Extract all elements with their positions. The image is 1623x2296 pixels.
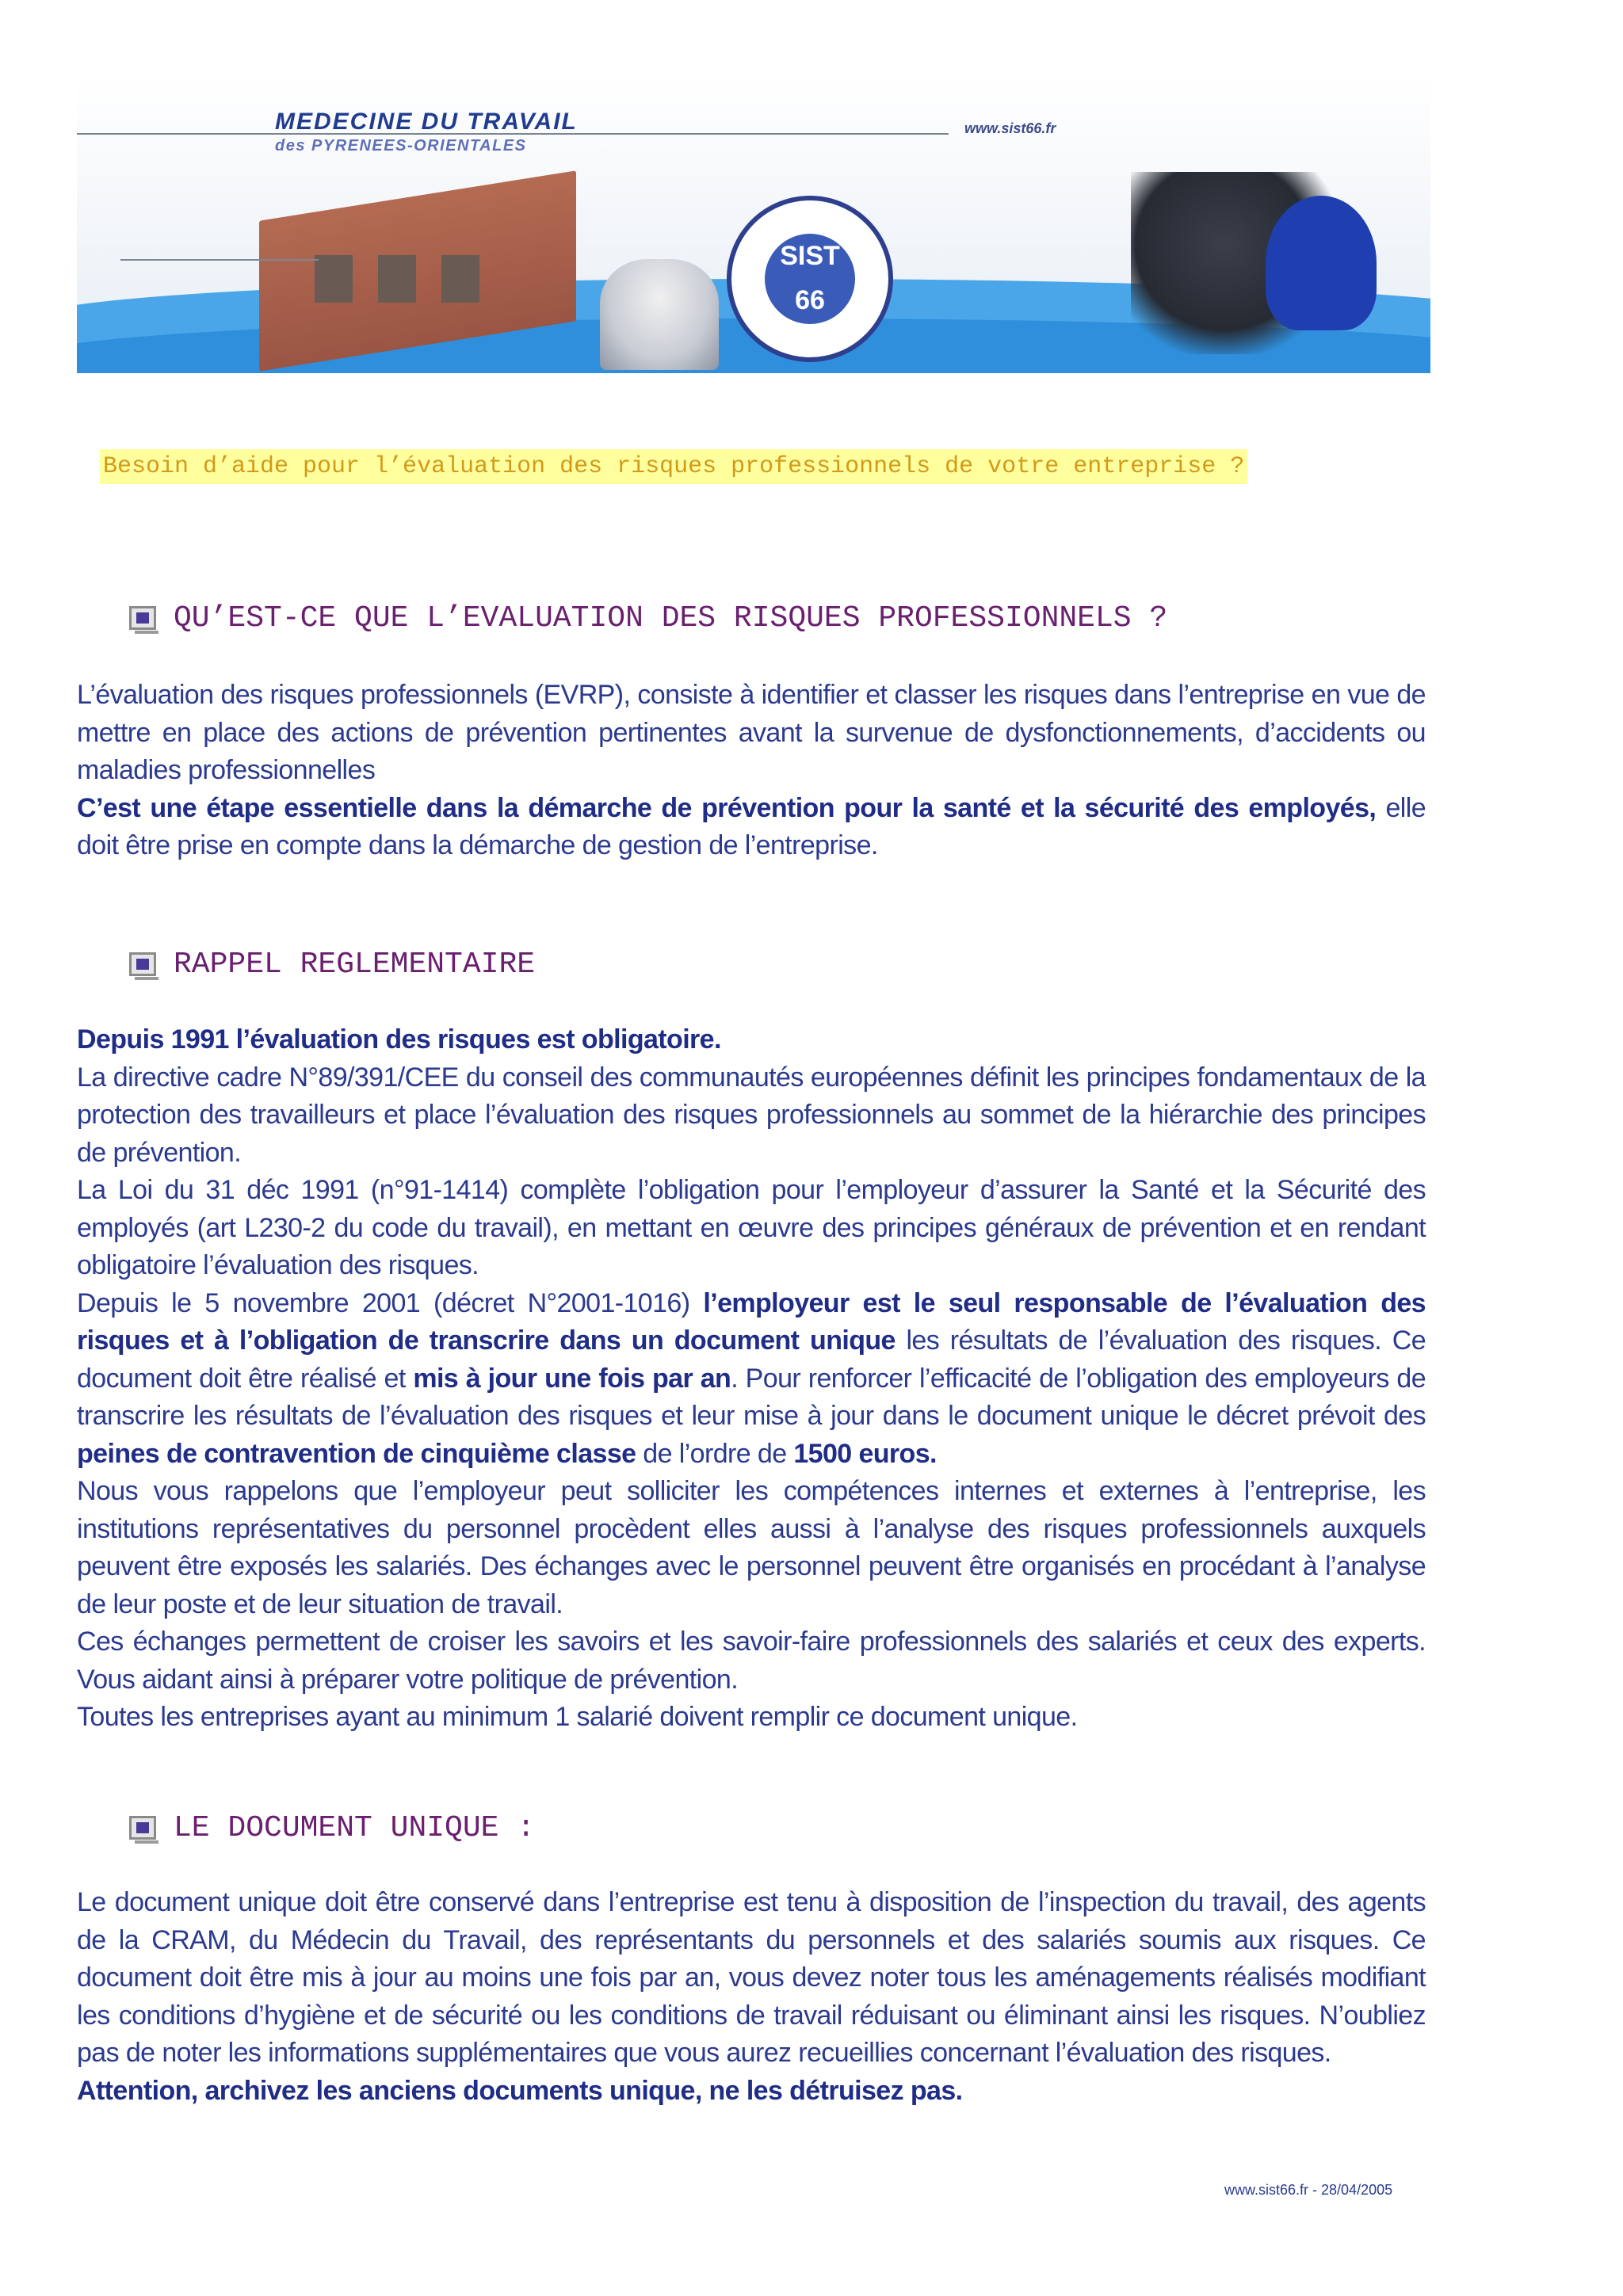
section-title: QU’EST-CE QUE L’EVALUATION DES RISQUES PROFESSIONNELS ?: [174, 601, 1168, 635]
page-footer: www.sist66.fr - 28/04/2005: [1224, 2182, 1393, 2198]
paragraph: [77, 1285, 1426, 1474]
banner-subtitle: des PYRENEES-ORIENTALES: [275, 137, 527, 154]
bullet-square-icon: [129, 1816, 156, 1840]
bold-text: mis à jour une fois par an: [413, 1363, 731, 1394]
logo-text: SIST 66: [765, 234, 855, 324]
paragraph: L’évaluation des risques professionnels (EVRP), consiste à identifier et classer les risques dans l’entreprise en vue de mettre en place des actions de prévention pertinentes avant la survenue de dysfonctionnements, d’accidents ou maladies professionnelles: [77, 680, 1426, 785]
bold-text: l’employeur est le seul responsable de l’évaluation des risques et à l’obligation de transcrire dans un document unique: [77, 1287, 1426, 1356]
chair-image: [1266, 196, 1377, 330]
sist66-logo: [727, 196, 893, 362]
bold-text: Depuis 1991 l’évaluation des risques est obligatoire.: [77, 1024, 721, 1055]
paragraph: La directive cadre N°89/391/CEE du conseil des communautés européennes définit les principes fondamentaux de la protection des travailleurs et place l’évaluation des risques professionnels au sommet de la hiérarchie des principes de prévention.: [77, 1062, 1426, 1168]
building-window: [315, 255, 353, 303]
section-body-document-unique: [77, 1884, 1426, 2110]
text: . Pour renforcer l’efficacité de l’obligation des employeurs de transcrire les résultats de l’évaluation des risques et leur mise à jour dans le document unique le décret prévoit des: [77, 1363, 1426, 1431]
section-heading-document-unique: [129, 1808, 535, 1848]
building-window: [378, 255, 416, 303]
bold-text: 1500 euros.: [793, 1438, 937, 1469]
section-body-rappel: [77, 1021, 1426, 1737]
bullet-square-icon: [129, 606, 156, 630]
section-title: RAPPEL REGLEMENTAIRE: [174, 947, 536, 982]
paragraph: [77, 1021, 1426, 1059]
paragraph: Ces échanges permettent de croiser les savoirs et les savoir-faire professionnels des salariés et ceux des experts. Vous aidant ainsi à préparer votre politique de prévention.: [77, 1627, 1426, 1695]
section-title: LE DOCUMENT UNIQUE :: [174, 1810, 536, 1845]
bold-text: peines de contravention de cinquième classe: [77, 1438, 636, 1469]
text: de l’ordre de: [636, 1438, 794, 1469]
text: Depuis le 5 novembre 2001 (décret N°2001-1016): [77, 1287, 704, 1318]
bullet-square-icon: [129, 952, 156, 976]
text: les résultats de l’évaluation des risques. Ce document doit être réalisé et: [77, 1325, 1426, 1394]
section-body-evrp: [77, 677, 1426, 865]
doctor-photo: [600, 259, 719, 370]
section-heading-rappel: [129, 944, 535, 984]
paragraph: [77, 2073, 1426, 2111]
paragraph: [77, 790, 1426, 865]
building-window: [441, 255, 479, 303]
paragraph: La Loi du 31 déc 1991 (n°91-1414) complète l’obligation pour l’employeur d’assurer la Santé et la Sécurité des employés (art L230-2 du code du travail), en mettant en œuvre des principes généraux de prévention et en rendant obligatoire l’évaluation des risques.: [77, 1175, 1426, 1280]
banner-url: www.sist66.fr: [964, 120, 1056, 136]
banner-rule-lower: [120, 259, 319, 261]
intro-question: Besoin d’aide pour l’évaluation des risques professionnels de votre entreprise ?: [100, 449, 1247, 484]
paragraph: Nous vous rappelons que l’employeur peut solliciter les compétences internes et externes à l’entreprise, les institutions représentatives du personnel procèdent elles aussi à l’analyse des risques professionnels auxquels peuvent être exposés les salariés. Des échanges avec le personnel peuvent être organisés en procédant à l’analyse de leur poste et de leur situation de travail.: [77, 1476, 1426, 1619]
banner-title: MEDECINE DU TRAVAIL: [275, 109, 578, 135]
paragraph: Le document unique doit être conservé dans l’entreprise est tenu à disposition de l’inspection du travail, des agents de la CRAM, du Médecin du Travail, des représentants du personnels et des salariés soumis aux risques. Ce document doit être mis à jour au moins une fois par an, vous devez noter tous les aménagements réalisés modifiant les conditions d’hygiène et de sécurité ou les conditions de travail réduisant ou éliminant ainsi les risques. N’oubliez pas de noter les informations supplémentaires que vous aurez recueillies concernant l’évaluation des risques.: [77, 1887, 1426, 2068]
header-banner: [77, 77, 1430, 373]
bold-text: Attention, archivez les anciens documents unique, ne les détruisez pas.: [77, 2075, 963, 2106]
bold-text: C’est une étape essentielle dans la démarche de prévention pour la santé et la sécurité des employés,: [77, 792, 1377, 823]
section-heading-evrp: [129, 598, 1167, 638]
paragraph: Toutes les entreprises ayant au minimum 1 salarié doivent remplir ce document unique.: [77, 1702, 1078, 1732]
text: elle doit être prise en compte dans la démarche de gestion de l’entreprise.: [77, 792, 1426, 860]
